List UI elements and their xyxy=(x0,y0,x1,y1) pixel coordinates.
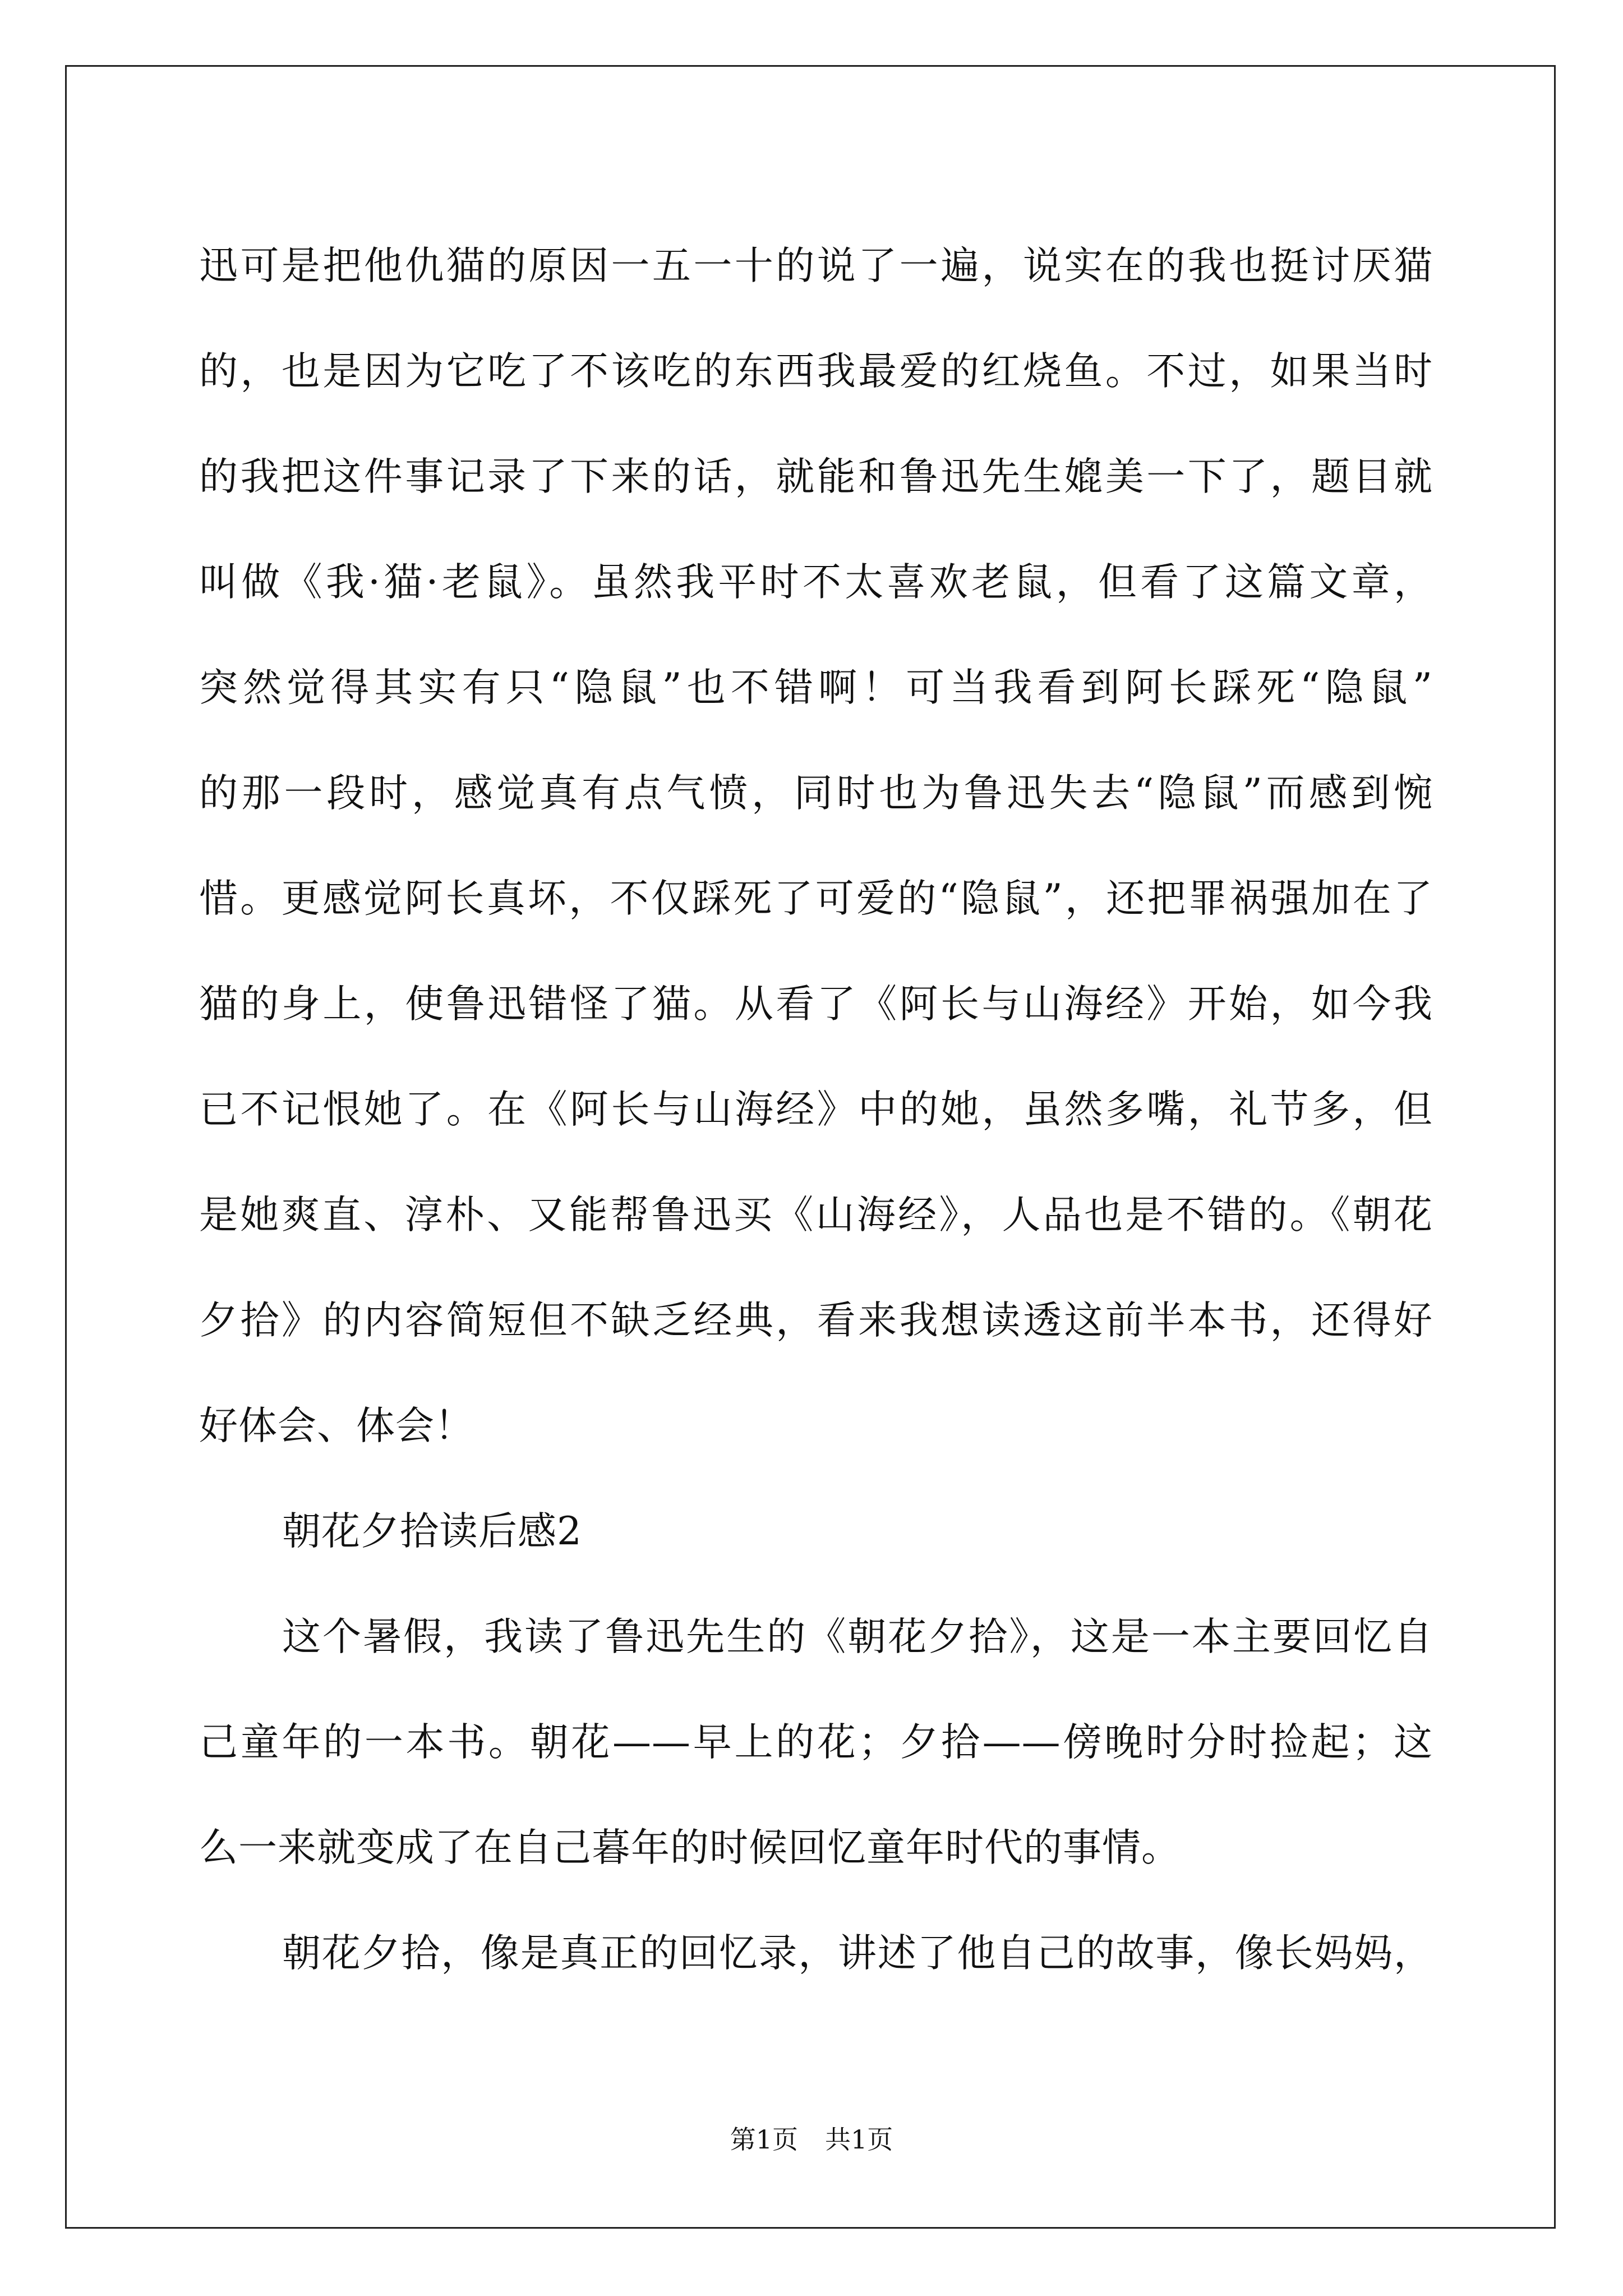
text-line-17: 朝花夕拾，像是真正的回忆录，讲述了他自己的故事，像长妈妈， xyxy=(282,1931,1433,1976)
text-line-15: 己童年的一本书。朝花——早上的花；夕拾——傍晚时分时捡起；这 xyxy=(199,1720,1433,1765)
text-line-12: 好体会、体会！ xyxy=(199,1404,474,1448)
section-heading: 朝花夕拾读后感2 xyxy=(282,1509,582,1554)
text-line-10: 是她爽直、淳朴、又能帮鲁迅买《山海经》，人品也是不错的。《朝花 xyxy=(199,1193,1433,1237)
text-line-5: 突然觉得其实有只“隐鼠”也不错啊！可当我看到阿长踩死“隐鼠” xyxy=(199,665,1433,710)
text-line-11: 夕拾》的内容简短但不缺乏经典，看来我想读透这前半本书，还得好 xyxy=(199,1298,1433,1343)
text-line-2: 的，也是因为它吃了不该吃的东西我最爱的红烧鱼。不过，如果当时 xyxy=(199,349,1433,394)
text-line-8: 猫的身上，使鲁迅错怪了猫。从看了《阿长与山海经》开始，如今我 xyxy=(199,982,1433,1027)
text-line-7: 惜。更感觉阿长真坏，不仅踩死了可爱的“隐鼠”，还把罪祸强加在了 xyxy=(199,876,1433,921)
text-line-16: 么一来就变成了在自己暮年的时候回忆童年时代的事情。 xyxy=(199,1825,1181,1870)
text-line-6: 的那一段时，感觉真有点气愤，同时也为鲁迅失去“隐鼠”而感到惋 xyxy=(199,771,1433,816)
page-footer xyxy=(0,2123,1623,2156)
text-line-14: 这个暑假，我读了鲁迅先生的《朝花夕拾》，这是一本主要回忆自 xyxy=(282,1614,1433,1659)
text-line-3: 的我把这件事记录了下来的话，就能和鲁迅先生媲美一下了，题目就 xyxy=(199,454,1433,499)
page-total: 共1页 xyxy=(825,2124,893,2155)
text-line-9: 已不记恨她了。在《阿长与山海经》中的她，虽然多嘴，礼节多，但 xyxy=(199,1087,1433,1132)
document-body xyxy=(199,213,1433,2006)
text-line-4: 叫做《我·猫·老鼠》。虽然我平时不太喜欢老鼠，但看了这篇文章， xyxy=(199,560,1433,605)
page-number: 第1页 xyxy=(730,2124,798,2155)
text-line-1: 迅可是把他仇猫的原因一五一十的说了一遍，说实在的我也挺讨厌猫 xyxy=(199,243,1433,288)
